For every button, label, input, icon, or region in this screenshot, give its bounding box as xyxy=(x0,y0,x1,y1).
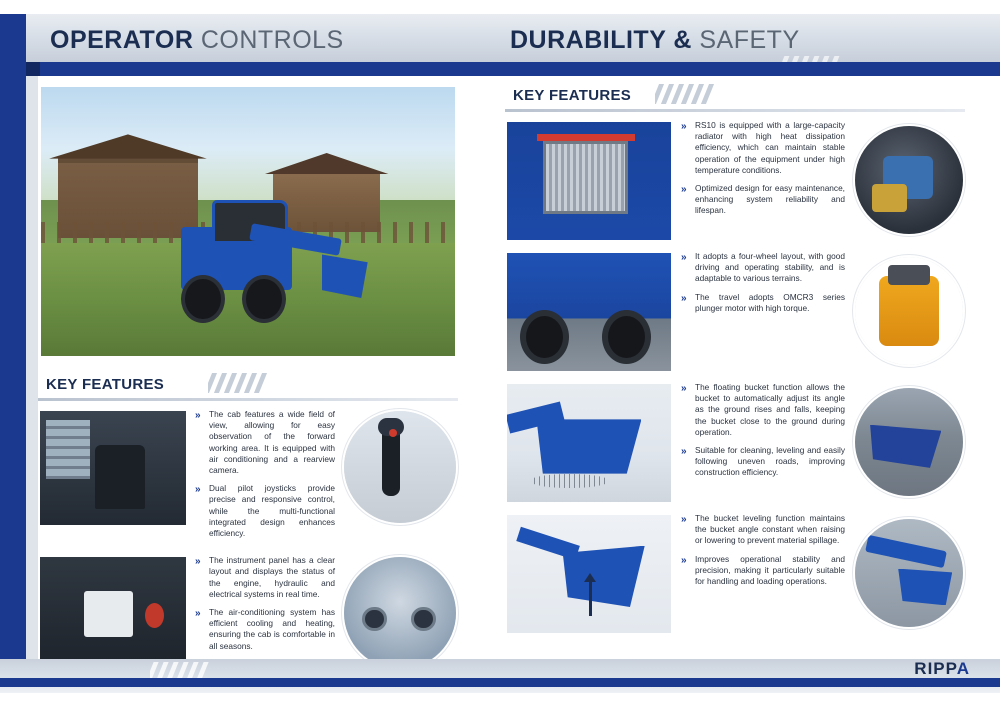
bullet-item xyxy=(195,409,335,476)
header-blue-bar xyxy=(0,62,1000,76)
loader-arm-photo xyxy=(853,517,965,629)
loader-wheel-rear xyxy=(242,275,286,323)
four-wheel-layout-photo xyxy=(505,251,673,373)
radiator-illustration xyxy=(507,122,671,240)
bullet-text: Dual pilot joysticks provide precise and responsive control, while the multi-functional integrated design enhances efficiency. xyxy=(209,483,335,539)
bucket-leveling-illustration xyxy=(507,515,671,633)
wheel-rear xyxy=(602,310,651,364)
left-grey-edge xyxy=(26,76,38,659)
feature-row xyxy=(505,251,965,373)
knob-right xyxy=(411,607,436,632)
bullet-text: The bucket leveling function maintains the bucket angle constant when raising or lowering to prevent material spillage. xyxy=(695,513,845,546)
bullet-item xyxy=(681,513,845,547)
arm-bucket xyxy=(898,569,952,606)
cab-seat xyxy=(95,445,145,509)
bullet-text: The travel adopts OMCR3 series plunger motor with high torque. xyxy=(695,291,845,313)
chevron-right-icon: » xyxy=(681,252,685,263)
footer-white-strip xyxy=(0,693,1000,707)
radiator-photo xyxy=(505,120,673,242)
chevron-right-icon: » xyxy=(681,383,685,394)
key-features-underline-left xyxy=(38,398,458,401)
bullet-item xyxy=(681,382,845,438)
chevron-right-icon: » xyxy=(681,554,685,566)
control-knobs-illustration xyxy=(344,557,456,669)
feature-bullets xyxy=(673,513,853,594)
floating-bucket-diagram xyxy=(505,382,673,504)
bullet-text: The instrument panel has a clear layout and displays the status of the engine, hydraulic and electrical systems in real time. xyxy=(209,555,335,599)
bucket-leveling-diagram xyxy=(505,513,673,635)
key-features-underline-right xyxy=(505,109,965,112)
chevron-right-icon: » xyxy=(681,121,685,132)
section-title-durability-strong: DURABILITY & xyxy=(510,26,692,54)
bucket-ground-illustration xyxy=(855,388,963,496)
bullet-item xyxy=(681,251,845,285)
emergency-stop-button-icon xyxy=(145,603,164,628)
bullet-item xyxy=(681,554,845,588)
bullet-text: The air-conditioning system has efficient cooling and heating, ensuring the cab is comfortable in all seasons. xyxy=(209,607,335,651)
key-features-hatch-left xyxy=(208,373,268,393)
left-blue-edge xyxy=(0,14,26,659)
section-title-durability-rest: SAFETY xyxy=(691,26,800,54)
hero-skid-steer-loader xyxy=(173,200,363,321)
joystick-closeup-photo xyxy=(342,409,458,525)
section-title-operator-strong: OPERATOR xyxy=(50,26,194,54)
instrument-panel-illustration xyxy=(40,557,186,671)
loader-arm-illustration xyxy=(855,519,963,627)
feature-bullets xyxy=(188,555,342,659)
chevron-right-icon: » xyxy=(195,484,199,496)
bucket-on-ground-photo xyxy=(853,386,965,498)
joystick-illustration xyxy=(344,411,456,523)
radiator-top-bar xyxy=(537,134,635,141)
feature-row xyxy=(505,120,965,242)
key-features-hatch-right xyxy=(655,84,715,104)
brand-text: RIPP xyxy=(914,659,957,678)
bullet-text: It adopts a four-wheel layout, with good driving and operating stability, and is adaptable to various terrains. xyxy=(695,251,845,284)
chevron-right-icon: » xyxy=(195,608,199,620)
motor-housing xyxy=(879,276,939,345)
bullet-text: Improves operational stability and precision, making it particularly suitable for handling and loading operations. xyxy=(695,553,845,587)
chevron-right-icon: » xyxy=(681,446,685,458)
bullet-text: The cab features a wide field of view, allowing for easy observation of the forward working area. It is equipped with air conditioning and a rearview camera. xyxy=(209,409,335,476)
feature-row xyxy=(505,513,965,635)
plunger-motor-illustration xyxy=(855,257,963,365)
chevron-right-icon: » xyxy=(681,184,685,196)
feature-row xyxy=(505,382,965,504)
bullet-item xyxy=(195,607,335,652)
bullet-text: RS10 is equipped with a large-capacity radiator with high heat dissipation efficiency, which can maintain stable operation of the equipment under high temperature conditions. xyxy=(695,120,845,175)
radiator-core xyxy=(543,141,628,214)
key-features-label-right: KEY FEATURES xyxy=(513,87,632,104)
footer-blue-bar xyxy=(0,678,1000,687)
brand-logo xyxy=(914,659,970,679)
feature-row xyxy=(38,409,458,546)
plunger-motor-photo xyxy=(853,255,965,367)
bullet-text: Optimized design for easy maintenance, enhancing system reliability and lifespan. xyxy=(695,183,845,216)
chevron-right-icon: » xyxy=(195,556,199,568)
chevron-right-icon: » xyxy=(681,514,685,525)
bullet-item xyxy=(195,483,335,539)
cab-interior-photo xyxy=(38,409,188,527)
bucket-shape xyxy=(563,546,645,607)
brand-accent: A xyxy=(956,659,970,678)
chevron-right-icon: » xyxy=(195,410,199,421)
feature-bullets xyxy=(673,382,853,486)
floating-bucket-illustration xyxy=(507,384,671,502)
section-title-operator-rest: CONTROLS xyxy=(193,26,344,54)
feature-row xyxy=(38,555,458,673)
bullet-text: Suitable for cleaning, leveling and easily following uneven roads, improving construction efficiency. xyxy=(695,445,845,478)
knob-left xyxy=(362,607,387,632)
bullet-item xyxy=(195,555,335,600)
loader-wheel-front xyxy=(181,275,225,323)
bullet-item xyxy=(681,445,845,479)
bullet-text: The floating bucket function allows the bucket to automatically adjust its angle as the ground rises and falls, keeping the bucket close to the ground during operation. xyxy=(695,382,845,437)
section-title-operator-controls xyxy=(50,26,344,55)
up-arrow-icon xyxy=(589,581,592,616)
feature-bullets xyxy=(673,120,853,224)
feature-bullets xyxy=(188,409,342,546)
bucket-shape xyxy=(870,425,941,468)
arm-boom xyxy=(865,535,947,569)
key-features-heading-left xyxy=(38,373,458,401)
control-knobs-photo xyxy=(342,555,458,671)
engine-illustration xyxy=(855,126,963,234)
bullet-item xyxy=(681,292,845,314)
instrument-panel-photo xyxy=(38,555,188,673)
page-header xyxy=(0,14,1000,66)
right-column xyxy=(505,84,965,644)
joystick-button xyxy=(389,429,397,437)
key-features-heading-right xyxy=(505,84,965,112)
four-wheel-illustration xyxy=(507,253,671,371)
engine-bay-photo xyxy=(853,124,965,236)
bullet-item xyxy=(681,120,845,176)
chevron-right-icon: » xyxy=(681,292,685,304)
loader-bucket xyxy=(322,254,368,298)
feature-bullets xyxy=(673,251,853,321)
bucket-shape xyxy=(537,419,642,473)
wheel-front xyxy=(520,310,569,364)
key-features-label-left: KEY FEATURES xyxy=(46,376,165,393)
uneven-ground-wave-icon xyxy=(530,474,609,488)
bullet-item xyxy=(681,183,845,217)
gauge-display xyxy=(84,591,134,637)
left-column xyxy=(38,84,458,682)
cab-window xyxy=(46,420,90,479)
hero-machine-photo xyxy=(38,84,458,359)
cab-interior-illustration xyxy=(40,411,186,525)
engine-pump xyxy=(872,184,907,212)
section-title-durability-safety xyxy=(510,26,800,55)
